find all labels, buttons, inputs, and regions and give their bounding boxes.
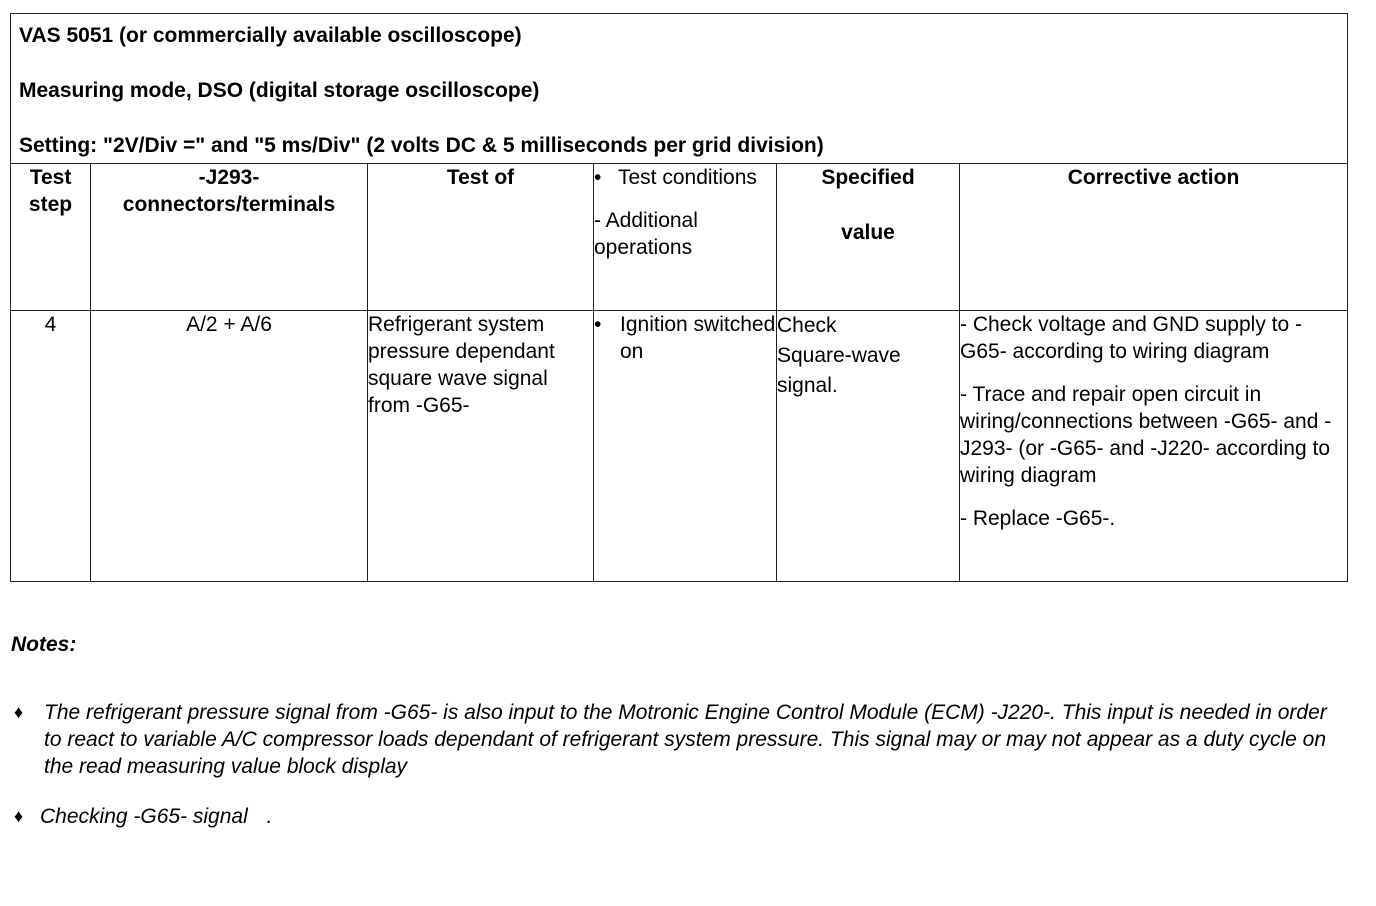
action-item: - Trace and repair open circuit in wiring/connections between -G65- and -J293- (or -G65- and -J220- according to wiring diagram xyxy=(960,383,1332,487)
note-item xyxy=(14,699,1344,780)
action-item: - Replace -G65-. xyxy=(960,507,1116,530)
col-specified xyxy=(777,164,960,311)
setting-line: Setting: "2V/Div =" and "5 ms/Div" (2 volts DC & 5 milliseconds per grid division) xyxy=(19,134,824,157)
terminals: A/2 + A/6 xyxy=(91,311,368,582)
specified-label: Specified xyxy=(821,166,915,189)
measuring-mode-line: Measuring mode, DSO (digital storage oscilloscope) xyxy=(19,79,540,102)
note-text: Checking -G65- signal xyxy=(40,805,248,828)
test-of: Refrigerant system pressure dependant square wave signal from -G65- xyxy=(368,311,594,582)
col-corrective: Corrective action xyxy=(960,164,1348,311)
specified-signal: Square-wave signal. xyxy=(777,344,901,397)
additional-operations-label: - Additional operations xyxy=(594,209,698,259)
specified-check: Check xyxy=(777,314,837,337)
table-row xyxy=(11,311,1348,582)
step-number: 4 xyxy=(11,311,91,582)
diamond-bullet-icon: ♦ xyxy=(14,702,24,722)
bullet-icon: • xyxy=(594,166,602,189)
table-header-info xyxy=(11,14,1348,164)
conditions-label: Test conditions xyxy=(618,166,757,189)
note-item xyxy=(14,803,414,830)
trailing-dot: . xyxy=(265,805,272,828)
note-text: The refrigerant pressure signal from -G65- is also input to the Motronic Engine Control Module (ECM) -J220-. This input is needed in order to react to variable A/C compressor loads dependant of refrigerant system pressure. This signal may or may not appear as a duty cycle on the read measuring value block display xyxy=(44,701,1327,778)
specified-value xyxy=(777,311,960,582)
col-connectors: -J293- connectors/terminals xyxy=(91,164,368,311)
col-conditions xyxy=(594,164,777,311)
instrument-line: VAS 5051 (or commercially available oscilloscope) xyxy=(19,24,522,47)
col-test-step: Test step xyxy=(11,164,91,311)
notes-title: Notes: xyxy=(11,633,77,656)
corrective-actions xyxy=(960,311,1348,582)
value-label: value xyxy=(841,221,895,244)
condition xyxy=(594,311,777,582)
col-test-of: Test of xyxy=(368,164,594,311)
bullet-icon: • xyxy=(594,313,602,336)
test-table xyxy=(10,13,1348,582)
condition-text: Ignition switched on xyxy=(620,313,776,363)
diamond-bullet-icon: ♦ xyxy=(14,806,24,826)
column-headers xyxy=(11,164,1348,311)
action-item: - Check voltage and GND supply to -G65- according to wiring diagram xyxy=(960,313,1302,363)
instrument-settings xyxy=(11,14,1348,164)
